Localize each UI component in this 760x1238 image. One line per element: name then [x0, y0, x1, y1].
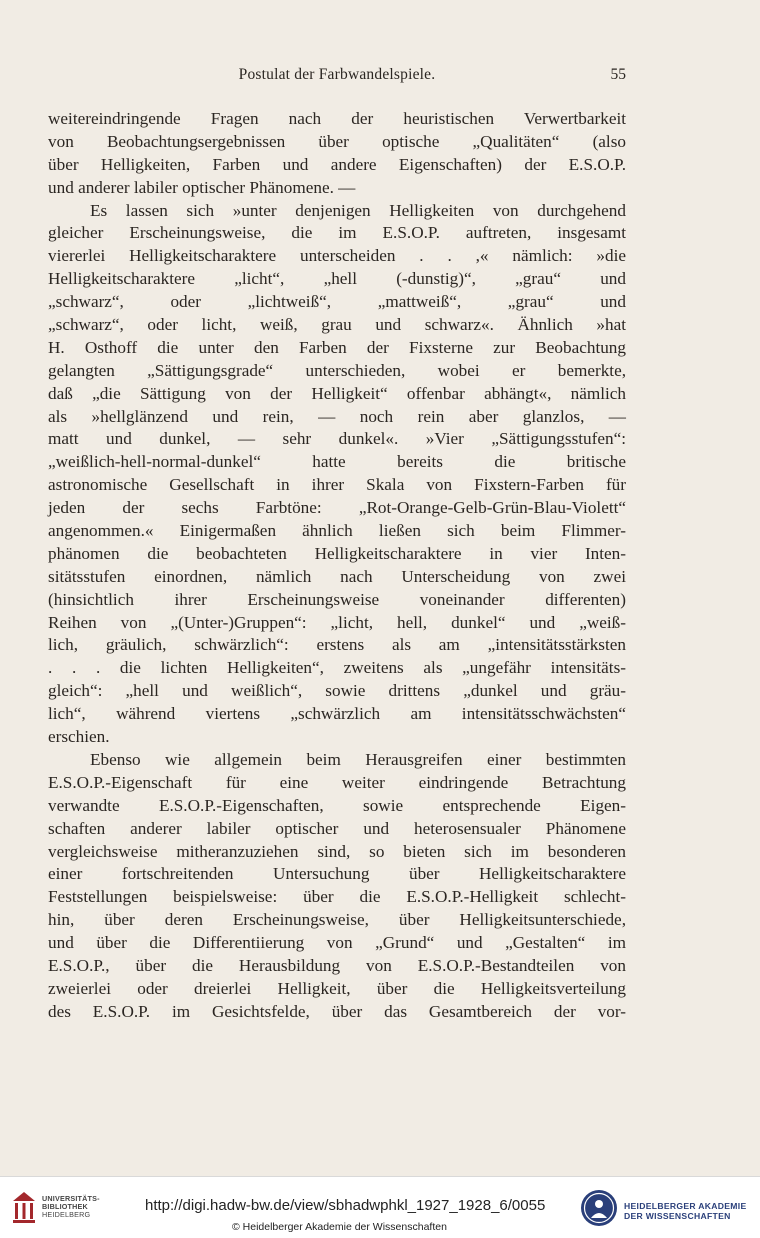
- text-line: als »hellglänzend und rein, — noch rein aber glanzlos, —: [48, 406, 626, 426]
- text-line: über Helligkeiten, Farben und andere Eigenschaften) der E.S.O.P.: [48, 154, 626, 174]
- text-line: einer fortschreitenden Untersuchung über Helligkeitscharaktere: [48, 864, 626, 884]
- paragraph: [48, 108, 626, 200]
- text-line: von Beobachtungsergebnissen über optische „Qualitäten“ (also: [48, 131, 626, 151]
- text-line: matt und dunkel, — sehr dunkel«. »Vier „Sättigungsstufen“:: [48, 429, 626, 449]
- text-line: gleich“: „hell und weißlich“, sowie drittens „dunkel und gräu-: [48, 681, 626, 701]
- copyright-notice: © Heidelberger Akademie der Wissenschaften: [232, 1221, 447, 1233]
- university-library-logo[interactable]: [10, 1189, 118, 1229]
- text-line: phänomen die beobachteten Helligkeitscharaktere in vier Inten-: [48, 543, 626, 563]
- page-number: 55: [610, 66, 626, 83]
- text-line: und über die Differentiierung von „Grund“ und „Gestalten“ im: [48, 933, 626, 953]
- text-line: vergleichsweise mitheranzuziehen sind, so bieten sich im besonderen: [48, 841, 626, 861]
- library-building-icon: [10, 1189, 38, 1227]
- paragraph: [48, 749, 626, 1024]
- text-line: angenommen.« Einigermaßen ähnlich ließen sich beim Flimmer-: [48, 521, 626, 541]
- text-line: hin, über deren Erscheinungsweise, über Helligkeitsunterschiede,: [48, 910, 626, 930]
- academy-logo-text: HEIDELBERGER AKADEMIE DER WISSENSCHAFTEN: [624, 1201, 747, 1221]
- running-title: Postulat der Farbwandelspiele.: [238, 66, 436, 83]
- text-line: „schwarz“, oder „lichtweiß“, „mattweiß“, „grau“ und: [48, 292, 626, 312]
- text-line: daß „die Sättigung von der Helligkeit“ offenbar abhängt«, nämlich: [48, 383, 626, 403]
- text-line: E.S.O.P.-Eigenschaft für eine weiter eindringende Betrachtung: [48, 772, 626, 792]
- text-line: Ebenso wie allgemein beim Herausgreifen einer bestimmten: [90, 749, 626, 769]
- text-line: gleicher Erscheinungsweise, die im E.S.O.P. auftreten, insgesamt: [48, 223, 626, 243]
- paragraph: [48, 200, 626, 749]
- text-line: E.S.O.P., über die Herausbildung von E.S.O.P.-Bestandteilen von: [48, 955, 626, 975]
- text-line: Helligkeitscharaktere „licht“, „hell (-dunstig)“, „grau“ und: [48, 269, 626, 289]
- viewer-footer: [0, 1176, 760, 1238]
- body-text: [48, 108, 626, 1024]
- text-line: schaften anderer labiler optischer und heterosensualer Phänomene: [48, 818, 626, 838]
- text-line: jeden der sechs Farbtöne: „Rot-Orange-Gelb-Grün-Blau-Violett“: [48, 498, 626, 518]
- text-line: Es lassen sich »unter denjenigen Helligkeiten von durchgehend: [90, 200, 626, 220]
- text-line: Reihen von „(Unter-)Gruppen“: „licht, hell, dunkel“ und „weiß-: [48, 612, 626, 632]
- text-line: (hinsichtlich ihrer Erscheinungsweise voneinander differenten): [48, 589, 626, 609]
- text-line: zweierlei oder dreierlei Helligkeit, über die Helligkeitsverteilung: [48, 978, 626, 998]
- text-line: lich, gräulich, schwärzlich“: erstens als am „intensitätsstärksten: [48, 635, 626, 655]
- text-line: gelangten „Sättigungsgrade“ unterschieden, wobei er bemerkte,: [48, 360, 626, 380]
- text-line: weitereindringende Fragen nach der heuristischen Verwertbarkeit: [48, 109, 626, 128]
- academy-logo[interactable]: [580, 1189, 750, 1229]
- text-line: erschien.: [48, 727, 110, 747]
- text-line: . . . die lichten Helligkeiten“, zweitens als „ungefähr intensitäts-: [48, 658, 626, 678]
- text-line: lich“, während viertens „schwärzlich am intensitätsschwächsten“: [48, 704, 626, 724]
- text-line: Feststellungen beispielsweise: über die E.S.O.P.-Helligkeit schlecht-: [48, 887, 626, 907]
- text-line: und anderer labiler optischer Phänomene. —: [48, 177, 356, 197]
- text-line: des E.S.O.P. im Gesichtsfelde, über das Gesamtbereich der vor-: [48, 1001, 626, 1021]
- text-line: „schwarz“, oder licht, weiß, grau und schwarz«. Ähnlich »hat: [48, 315, 626, 335]
- text-line: sitätsstufen einordnen, nämlich nach Unterscheidung von zwei: [48, 566, 626, 586]
- text-line: H. Osthoff die unter den Farben der Fixsterne zur Beobachtung: [48, 337, 626, 357]
- text-line: astronomische Gesellschaft in ihrer Skala von Fixstern-Farben für: [48, 475, 626, 495]
- permalink-link[interactable]: http://digi.hadw-bw.de/view/sbhadwphkl_1927_1928_6/0055: [145, 1197, 546, 1214]
- academy-seal-icon: [580, 1189, 618, 1227]
- text-line: viererlei Helligkeitscharaktere unterscheiden . . ,« nämlich: »die: [48, 246, 626, 266]
- text-line: verwandte E.S.O.P.-Eigenschaften, sowie entsprechende Eigen-: [48, 795, 626, 815]
- page-header: [48, 60, 626, 90]
- text-line: „weißlich-hell-normal-dunkel“ hatte bereits die britische: [48, 452, 626, 472]
- library-logo-text: UNIVERSITÄTS- BIBLIOTHEK HEIDELBERG: [42, 1194, 100, 1220]
